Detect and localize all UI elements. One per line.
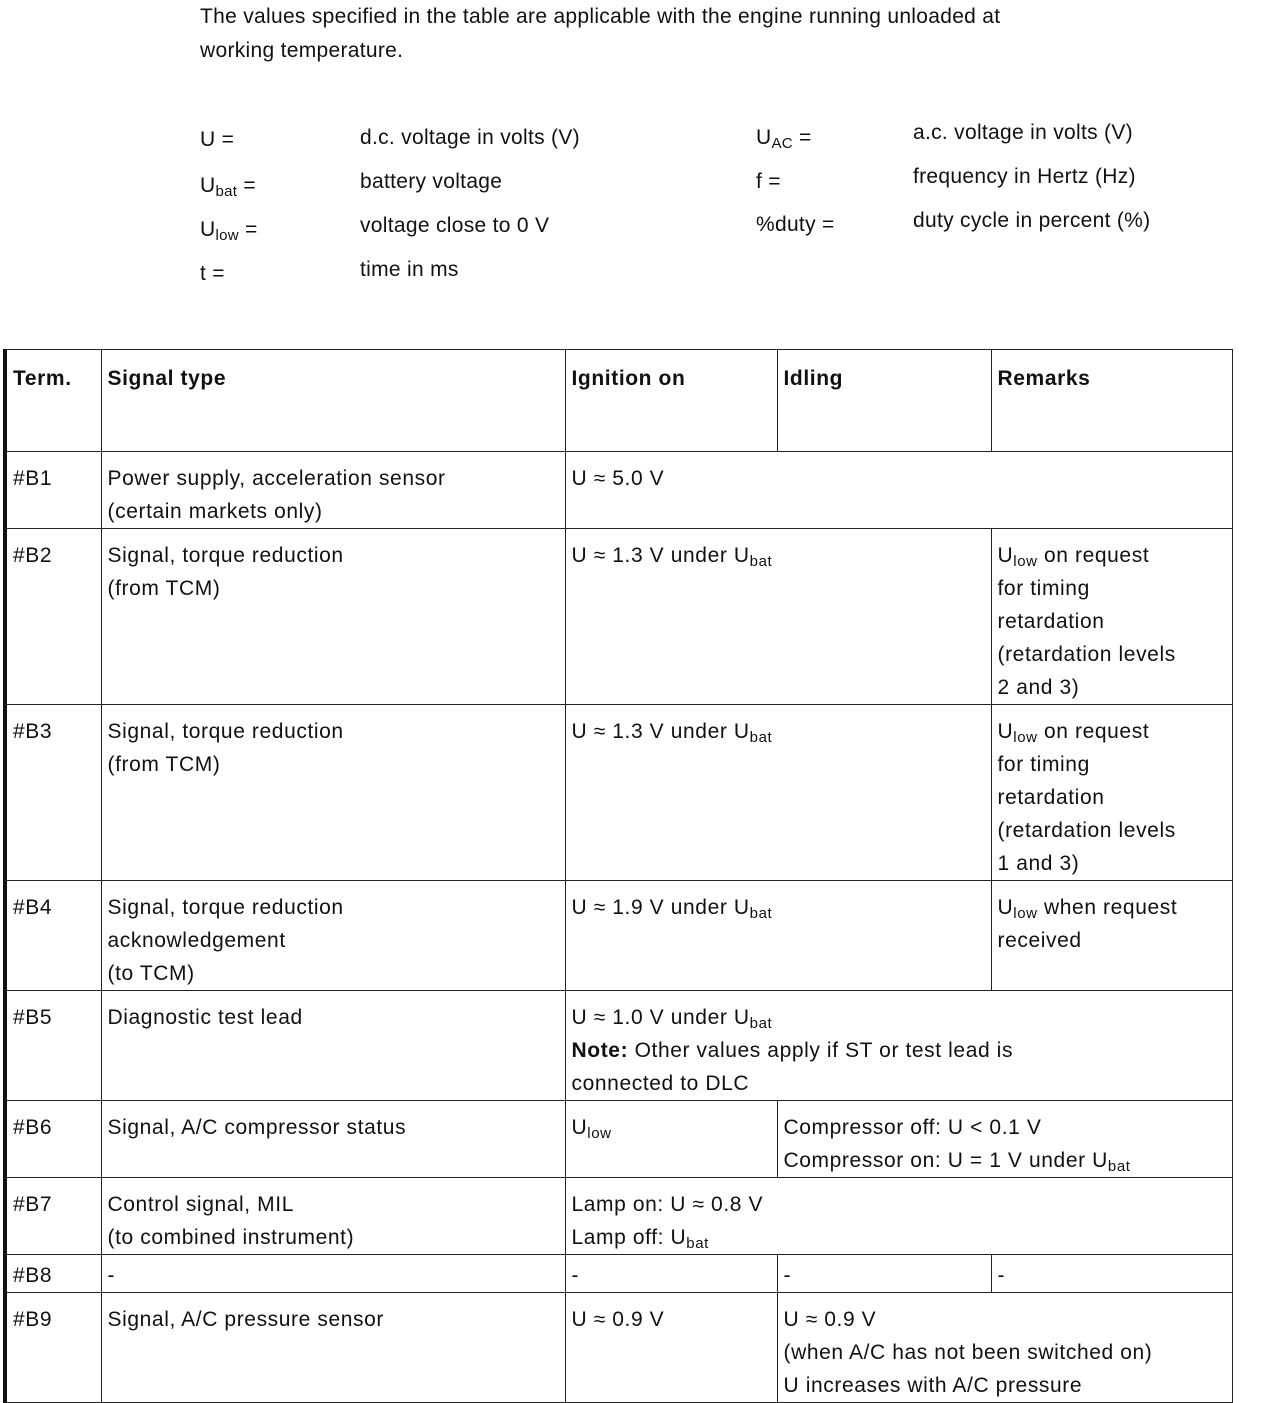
term-cell: #B3 (5, 705, 101, 881)
legend-desc-ubat: battery voltage (360, 170, 503, 193)
value-cell: U ≈ 1.9 V under $U_{bat}$ (565, 881, 991, 991)
value-cell: Lamp on: U ≈ 0.8 V Lamp off: $U_{bat}$ (565, 1178, 1232, 1255)
table-row (5, 881, 1232, 991)
term-cell: #B4 (5, 881, 101, 991)
intro-line: The values specified in the table are applicable with the engine running unloaded at (200, 5, 1001, 28)
legend-symbol-ubat: $U_{bat}$ = (200, 174, 256, 200)
ignition-cell: U ≈ 0.9 V (565, 1293, 777, 1403)
intro-paragraph (200, 0, 1240, 68)
intro-line: working temperature. (200, 39, 404, 62)
signal-type-cell: Control signal, MIL (to combined instrument) (101, 1178, 565, 1255)
header-remarks: Remarks (991, 350, 1232, 452)
legend-symbol-ulow: $U_{low}$ = (200, 218, 258, 244)
value-cell: U ≈ 1.3 V under $U_{bat}$ (565, 529, 991, 705)
term-cell: #B5 (5, 991, 101, 1101)
note-label: Note: (571, 1039, 629, 1062)
legend-desc-t: time in ms (360, 258, 459, 281)
value-cell: U ≈ 5.0 V (565, 452, 1232, 529)
signal-type-cell: Power supply, acceleration sensor (certain markets only) (101, 452, 565, 529)
table-row (5, 452, 1232, 529)
signal-type-cell: Signal, torque reduction (from TCM) (101, 705, 565, 881)
signal-type-cell: Diagnostic test lead (101, 991, 565, 1101)
header-term: Term. (5, 350, 101, 452)
legend-symbol-t: t = (200, 262, 225, 285)
header-signal-type: Signal type (101, 350, 565, 452)
signal-type-cell: Signal, torque reduction (from TCM) (101, 529, 565, 705)
legend-desc-f: frequency in Hertz (Hz) (913, 165, 1136, 188)
term-cell: #B6 (5, 1101, 101, 1178)
table-row (5, 991, 1232, 1101)
table-row (5, 1178, 1232, 1255)
header-ignition-on: Ignition on (565, 350, 777, 452)
legend-symbol-duty: %duty = (756, 213, 835, 236)
legend-symbol-f: f = (756, 170, 781, 193)
legend-desc-ulow: voltage close to 0 V (360, 214, 550, 237)
idling-cell: - (777, 1255, 991, 1293)
idling-cell: U ≈ 0.9 V (when A/C has not been switched on) U increases with A/C pressure (777, 1293, 1232, 1403)
legend-desc-duty: duty cycle in percent (%) (913, 209, 1151, 232)
table-row (5, 705, 1232, 881)
remarks-cell: - (991, 1255, 1232, 1293)
term-cell: #B7 (5, 1178, 101, 1255)
signal-type-cell: Signal, torque reduction acknowledgement (to TCM) (101, 881, 565, 991)
table-row (5, 1255, 1232, 1293)
term-cell: #B9 (5, 1293, 101, 1403)
value-cell: U ≈ 1.0 V under $U_{bat}$ Note: Other values apply if ST or test lead is connected to DLC (565, 991, 1232, 1101)
signal-type-cell: Signal, A/C compressor status (101, 1101, 565, 1178)
ignition-cell: - (565, 1255, 777, 1293)
header-idling: Idling (777, 350, 991, 452)
signal-type-cell: Signal, A/C pressure sensor (101, 1293, 565, 1403)
remarks-cell: $U_{low}$ on request for timing retardation (retardation levels 2 and 3) (991, 529, 1232, 705)
signal-values-table (3, 349, 1233, 1403)
term-cell: #B1 (5, 452, 101, 529)
legend-symbol-u: U = (200, 128, 235, 151)
legend-symbol-uac: $U_{AC}$ = (756, 126, 812, 152)
legend-desc-u: d.c. voltage in volts (V) (360, 126, 580, 149)
signal-type-cell: - (101, 1255, 565, 1293)
value-cell: U ≈ 1.3 V under $U_{bat}$ (565, 705, 991, 881)
term-cell: #B2 (5, 529, 101, 705)
idling-cell: Compressor off: U < 0.1 V Compressor on: U = 1 V under $U_{bat}$ (777, 1101, 1232, 1178)
term-cell: #B8 (5, 1255, 101, 1293)
table-row (5, 529, 1232, 705)
table-row (5, 1101, 1232, 1178)
remarks-cell: $U_{low}$ on request for timing retardation (retardation levels 1 and 3) (991, 705, 1232, 881)
remarks-cell: $U_{low}$ when request received (991, 881, 1232, 991)
table-row (5, 1293, 1232, 1403)
table-header-row (5, 350, 1232, 452)
ignition-cell: $U_{low}$ (565, 1101, 777, 1178)
legend-desc-uac: a.c. voltage in volts (V) (913, 121, 1133, 144)
